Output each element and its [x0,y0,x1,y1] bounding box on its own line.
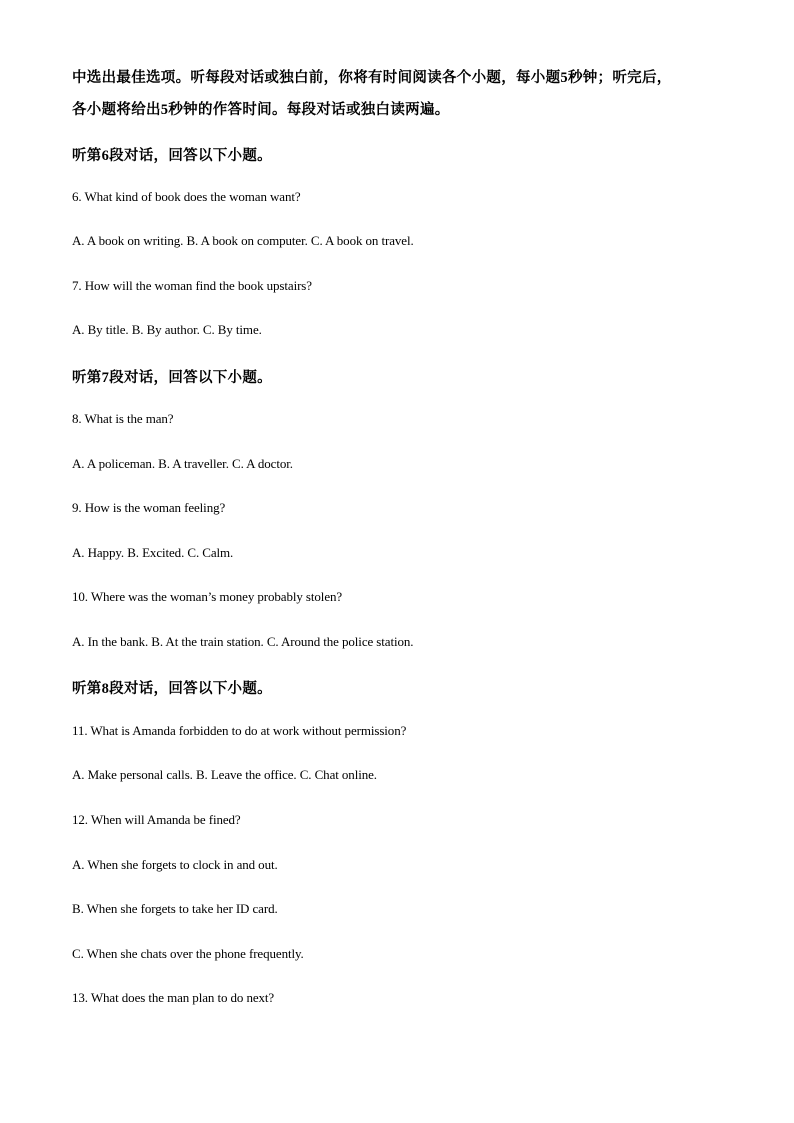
question-9: 9. How is the woman feeling? [72,500,226,515]
question-12-option-b: B. When she forgets to take her ID card. [72,901,278,916]
question-8: 8. What is the man? [72,411,174,426]
question-11-options: A. Make personal calls. B. Leave the office. C. Chat online. [72,767,377,782]
question-6: 6. What kind of book does the woman want? [72,189,301,204]
instructions-line-1: 中选出最佳选项。听每段对话或独白前，你将有时间阅读各个小题，每小题5秒钟；听完后， [72,70,672,86]
question-7-options: A. By title. B. By author. C. By time. [72,322,262,337]
question-11: 11. What is Amanda forbidden to do at work without permission? [72,723,407,738]
question-10: 10. Where was the woman’s money probably stolen? [72,589,343,604]
section-6-heading: 听第6段对话，回答以下小题。 [72,148,272,164]
section-8-heading: 听第8段对话，回答以下小题。 [72,681,272,697]
question-13: 13. What does the man plan to do next? [72,990,275,1005]
question-7: 7. How will the woman find the book upstairs? [72,278,312,293]
instructions-line-2: 各小题将给出5秒钟的作答时间。每段对话或独白读两遍。 [72,102,450,118]
question-8-options: A. A policeman. B. A traveller. C. A doctor. [72,456,293,471]
question-6-options: A. A book on writing. B. A book on computer. C. A book on travel. [72,233,414,248]
section-7-heading: 听第7段对话，回答以下小题。 [72,370,272,386]
question-12-option-a: A. When she forgets to clock in and out. [72,857,278,872]
question-9-options: A. Happy. B. Excited. C. Calm. [72,545,234,560]
question-12-option-c: C. When she chats over the phone frequently. [72,946,304,961]
question-12: 12. When will Amanda be fined? [72,812,241,827]
question-10-options: A. In the bank. B. At the train station. C. Around the police station. [72,634,414,649]
